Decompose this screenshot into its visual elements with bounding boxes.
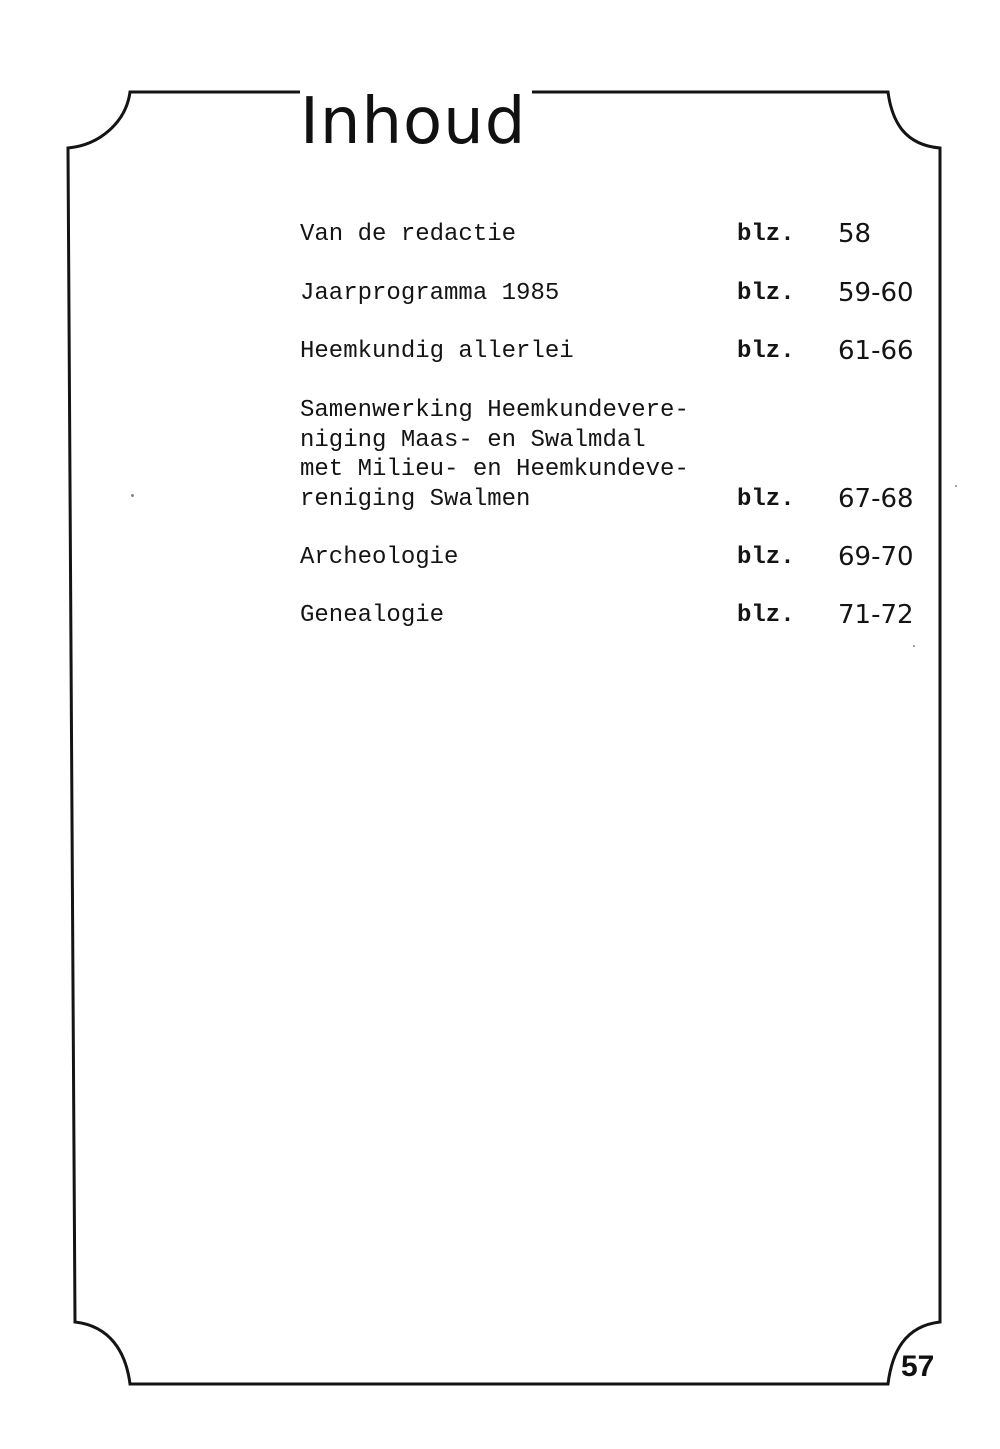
toc-entry-pages: 67-68 [838, 483, 914, 514]
toc-entry-pages: 61-66 [838, 336, 914, 366]
toc-entry-blz: blz. [737, 544, 795, 571]
toc-entry-pages: 59-60 [838, 278, 914, 308]
toc-entry [300, 396, 940, 514]
toc-entry-blz: blz. [737, 338, 795, 365]
toc-entry-blz: blz. [737, 221, 795, 248]
toc-entry [300, 220, 940, 250]
toc-entry-title: Heemkundig allerlei [300, 338, 574, 365]
toc-entry-blz: blz. [737, 602, 795, 629]
toc-entry-blz: blz. [737, 485, 795, 513]
toc-entry-pages: 58 [838, 219, 872, 249]
scan-speck [955, 485, 957, 487]
toc-entry-title: Jaarprogramma 1985 [300, 280, 560, 307]
toc-entry-pages: 69-70 [838, 542, 914, 572]
toc-entry-pages: 71-72 [838, 600, 914, 630]
toc-entry-title: Van de redactie [300, 221, 517, 248]
scan-speck [131, 494, 134, 497]
toc-entry-title: Samenwerking Heemkundevere- niging Maas- en Swalmdal met Milieu- en Heemkundeve- reniging Swalmen [300, 397, 689, 513]
toc-entry [300, 543, 940, 573]
toc-entry-title: Archeologie [300, 544, 459, 571]
page-title: Inhoud [300, 84, 532, 160]
toc-entry [300, 337, 940, 367]
scan-speck [913, 645, 915, 647]
toc-entry [300, 279, 940, 309]
toc-entry-title: Genealogie [300, 602, 445, 629]
page-number: 57 [901, 1350, 935, 1383]
toc-entry-blz: blz. [737, 280, 795, 307]
toc-entry [300, 601, 940, 631]
